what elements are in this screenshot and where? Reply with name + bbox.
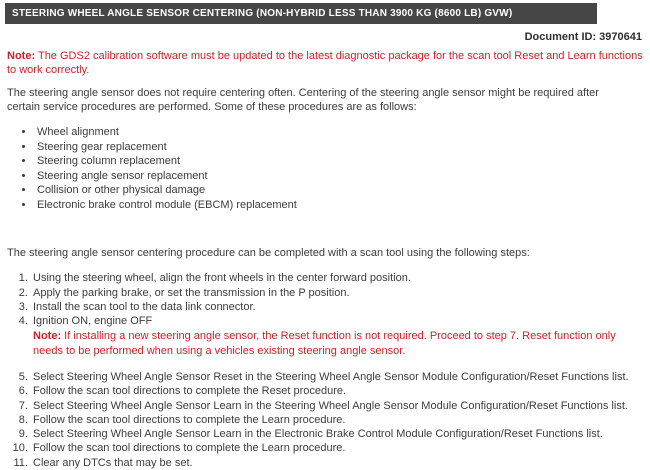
step-item: [31, 384, 645, 398]
step-item: [31, 370, 645, 384]
step-text: Clear any DTCs that may be set.: [33, 456, 193, 469]
note-text: If installing a new steering angle sensor, the Reset function is not required. Proceed to step 7. Reset function only needs to be performed when using a vehicles existing steering angle sensor.: [33, 330, 616, 357]
note-text: The GDS2 calibration software must be updated to the latest diagnostic package for the scan tool Reset and Learn functions to work correctly.: [7, 50, 643, 77]
step-text: Select Steering Wheel Angle Sensor Learn in the Electronic Brake Control Module Configuration/Reset Functions list.: [33, 428, 603, 441]
document-id: Document ID: 3970641: [524, 31, 642, 43]
step-text: Select Steering Wheel Angle Sensor Learn in the Steering Wheel Angle Sensor Module Configuration/Reset Functions list.: [33, 399, 628, 412]
note-gds2: [7, 49, 643, 78]
steps-intro-paragraph: The steering angle sensor centering procedure can be completed with a scan tool using the following steps:: [7, 247, 530, 260]
note-label: Note:: [33, 330, 62, 343]
step-text: Follow the scan tool directions to complete the Learn procedure.: [33, 413, 346, 426]
step-item: [31, 314, 645, 358]
document-title-bar: [5, 3, 597, 24]
list-item: • Steering angle sensor replacement: [35, 169, 645, 184]
step-item: [31, 427, 645, 441]
step-item: [31, 300, 645, 314]
step-text: Follow the scan tool directions to complete the Learn procedure.: [33, 442, 346, 455]
step-text: Apply the parking brake, or set the transmission in the P position.: [33, 286, 350, 299]
procedures-list: [7, 125, 645, 212]
list-item: • Steering column replacement: [35, 154, 645, 169]
note-label: Note:: [7, 50, 36, 62]
document-title: STEERING WHEEL ANGLE SENSOR CENTERING (NON-HYBRID LESS THAN 3900 KG (8600 LB) GVW): [12, 8, 513, 19]
step-item: [31, 456, 645, 470]
list-item: • Collision or other physical damage: [35, 183, 645, 198]
step-text: Select Steering Wheel Angle Sensor Reset in the Steering Wheel Angle Sensor Module Configuration/Reset Functions list.: [33, 371, 629, 383]
note-reset: [33, 329, 639, 358]
step-item: [31, 399, 645, 413]
intro-paragraph: The steering angle sensor does not require centering often. Centering of the steering angle sensor might be required after certain service procedures are performed. Some of these procedures are as follows:: [7, 86, 599, 114]
list-item: • Steering gear replacement: [35, 140, 645, 155]
list-item: • Wheel alignment: [35, 125, 645, 140]
list-item: • Electronic brake control module (EBCM) replacement: [35, 198, 645, 213]
step-text: Install the scan tool to the data link connector.: [33, 300, 256, 313]
step-text: Ignition ON, engine OFF: [33, 315, 153, 328]
step-text: Using the steering wheel, align the front wheels in the center forward position.: [33, 272, 411, 285]
step-item: [31, 271, 645, 285]
step-item: [31, 286, 645, 300]
steps-list: [7, 271, 645, 470]
step-item: [31, 441, 645, 455]
step-text: Follow the scan tool directions to complete the Reset procedure.: [33, 385, 347, 398]
step-item: [31, 413, 645, 427]
